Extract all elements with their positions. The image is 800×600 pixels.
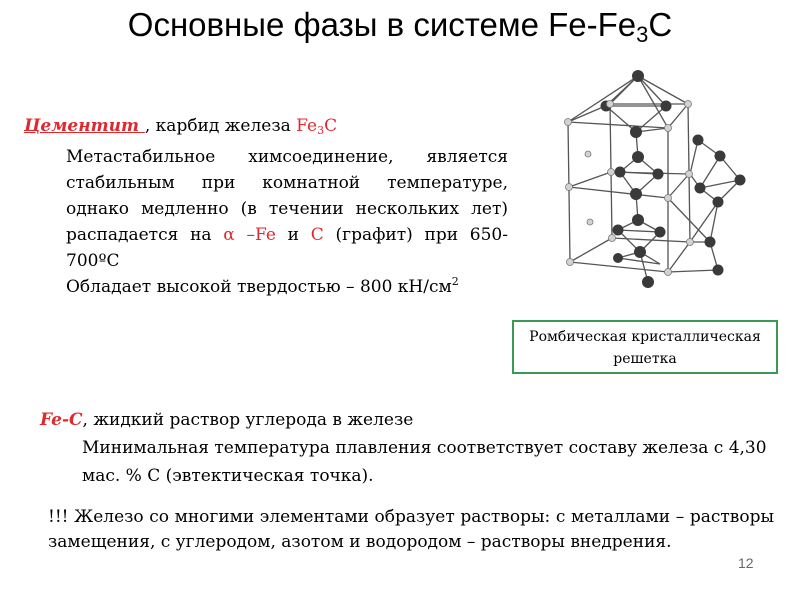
fe-c-description: Минимальная температура плавления соответствует составу железа с 4,30 мас. % С (эвтектическая точка).: [82, 438, 767, 486]
cementite-hardness: Обладает высокой твердостью – 800 $кН/см^2$: [66, 275, 459, 297]
fe-c-term: Fe-C: [40, 410, 83, 430]
cementite-section: [24, 113, 508, 300]
cementite-term: Цементит: [24, 116, 145, 136]
iron-solutions-note: !!! Железо со многими элементами образует растворы: с металлами – растворы замещения, с углеродом, азотом и водородом – растворы внедрения.: [48, 507, 774, 552]
fe-c-section: [40, 406, 780, 490]
fe-c-heading: [40, 406, 780, 434]
cementite-formula: $Fe_3C$: [296, 116, 338, 137]
fe-c-desc: , жидкий раствор углерода в железе: [82, 410, 414, 430]
crystal-lattice-image: [550, 62, 760, 302]
page-number: 12: [738, 555, 754, 571]
cementite-desc: , карбид железа: [144, 116, 297, 136]
cementite-description: Метастабильное химсоединение, является стабильным при комнатной температуре, однако медленно (в течении нескольких лет) распадается на α –Fe и C (графит) при 650-700ºС: [66, 147, 508, 271]
lattice-caption: Ромбическая кристаллическая решетка: [512, 320, 778, 374]
cementite-heading: [24, 113, 508, 144]
page-title: Основные фазы в системе $Fe-Fe_3C$: [127, 6, 673, 47]
